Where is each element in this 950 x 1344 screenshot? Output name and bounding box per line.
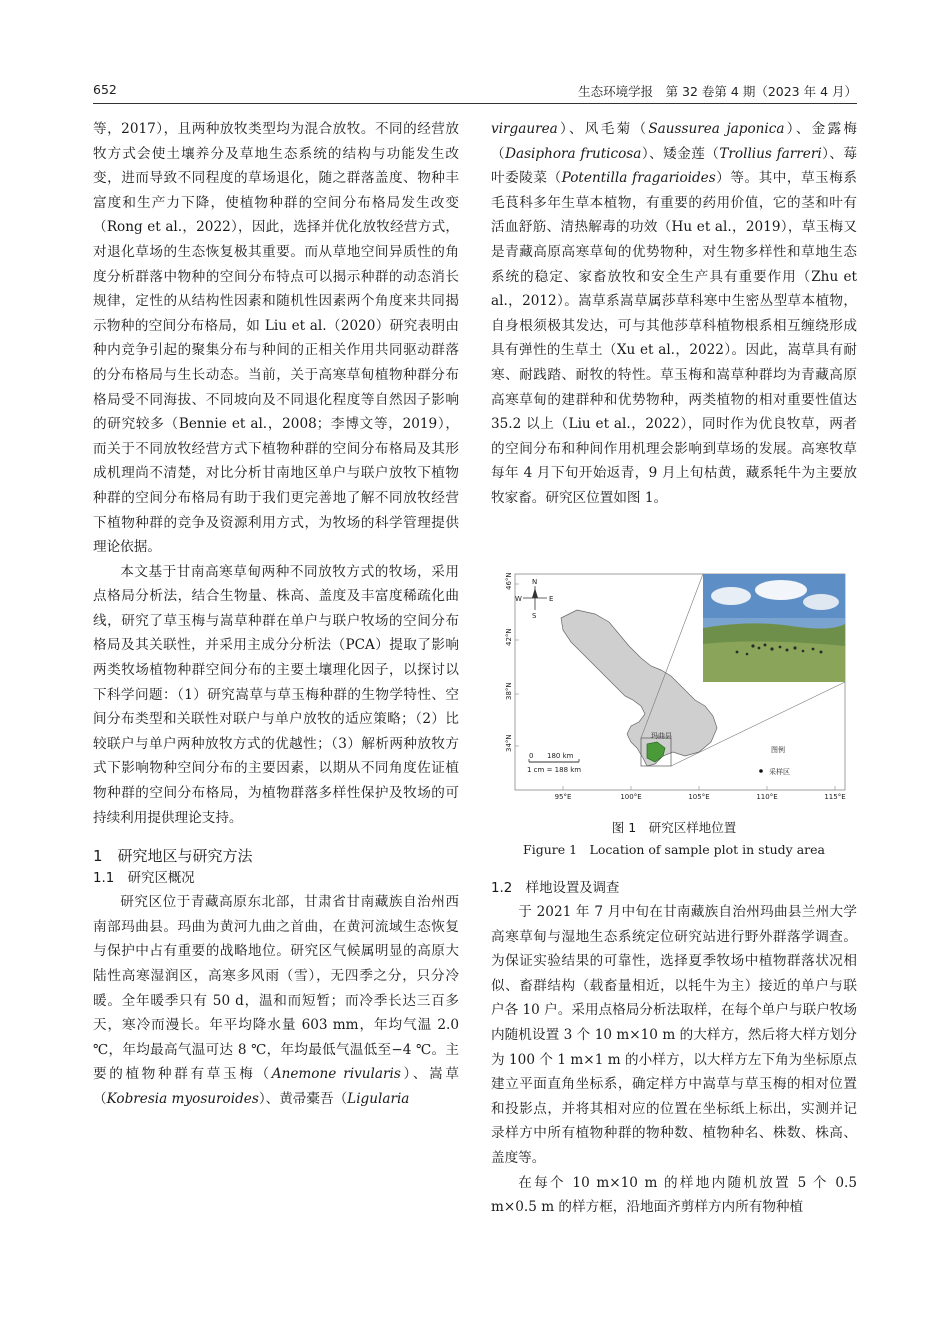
text-run: ）、风毛菊（	[557, 121, 649, 137]
figure-caption-zh: 图 1 研究区样地位置	[611, 820, 737, 835]
text-run: ）、嵩草（	[93, 1066, 460, 1107]
species-name: Ligularia	[347, 1090, 410, 1107]
right-column-bottom	[491, 878, 857, 1220]
compass-n: N	[532, 578, 538, 586]
lat-label: 38°N	[505, 682, 513, 700]
section-1-2-title: 1.2 样地设置及调查	[491, 881, 620, 896]
sample-point-icon	[759, 769, 763, 773]
study-area-paragraph	[93, 890, 459, 1111]
lon-label: 95°E	[554, 793, 572, 801]
figure-caption-en: Figure 1 Location of sample plot in study area	[523, 842, 825, 857]
lat-label: 34°N	[505, 734, 513, 752]
lat-label: 42°N	[505, 628, 513, 646]
study-area-text: 研究区位于青藏高原东北部，甘肃省甘南藏族自治州西南部玛曲县。玛曲为黄河九曲之首曲，在黄河流域生态恢复与保护中占有重要的战略地位。研究区气候属明显的高原大陆性高寒湿润区，高寒多风雨（雪），无四季之分，只分冷暖。全年暖季只有 50 d，温和而短暂；而冷季长达三百多天，寒冷而漫长。年平均降水量 603 mm，年均气温 2.0 ℃，年均最高气温可达 8 ℃，年均最低气温低至−4 ℃。主要的植物种群有草玉梅（	[93, 894, 459, 1083]
scale-km: 180 km	[547, 752, 574, 760]
text-run: ）等。其中，草玉梅系毛茛科多年生草本植物，有重要的药用价值，它的茎和叶有活血舒筋、清热解毒的功效（Hu et al.，2019），草玉梅又是青藏高原高寒草甸的优势物种，对生物多样性和草地生态系统的稳定、家畜放牧和安全生产具有重要作用（Zhu et al.，2012）。嵩草系嵩草属莎草科寒中生密丛型草本植物，自身根须极其发达，可与其他莎草科植物根系相互缠绕形成具有弹性的生草土（Xu et al.，2022）。因此，嵩草具有耐寒、耐践踏、耐牧的特性。草玉梅和嵩草种群均为青藏高原高寒草甸的建群种和优势物种，两类植物的相对重要性值达 35.2 以上（Liu et al.，2022），同时作为优良牧草，两者的空间分布和种间作用机理会影响到草场的发展。高寒牧草每年 4 月下旬开始返青，9 月上旬枯黄，藏系牦牛为主要放牧家畜。研究区位置如图 1。	[491, 170, 858, 506]
text-run: ）、矮金莲（	[641, 145, 720, 162]
text-run: ）、金露梅（	[491, 121, 857, 162]
species-name: Trollius farreri	[719, 145, 822, 162]
species-name: Potentilla fragarioides	[561, 170, 716, 187]
section-1-title: 1 研究地区与研究方法	[93, 847, 253, 866]
legend-title: 图例	[771, 746, 785, 754]
species-name: Kobresia myosuroides	[106, 1090, 259, 1107]
plot-paragraph-1: 于 2021 年 7 月中旬在甘南藏族自治州玛曲县兰州大学高寒草甸与湿地生态系统定位研究站进行野外群落学调查。为保证实验结果的可靠性，选择夏季牧场中植物群落状况相似、畜群结构（载畜量相近，以牦牛为主）接近的单户与联户各 10 户。采用点格局分析法取样，在每个单户与联户牧场内随机设置 3 个 10 m×10 m 的大样方，然后将大样方划分为 100 个 1 m×1 m 的小样方，以大样方左下角为坐标原点建立平面直角坐标系，确定样方中嵩草与草玉梅的相对位置和投影点，并将其相对应的位置在坐标纸上标出，实测并记录样方中所有植物种群的物种数、植物种名、株数、株高、盖度等。	[491, 904, 857, 1166]
left-column	[93, 117, 459, 1112]
county-label: 玛曲县	[651, 732, 672, 740]
species-name: Dasiphora fruticosa	[505, 145, 642, 162]
right-column-top	[491, 117, 857, 511]
page-number: 652	[93, 82, 117, 97]
species-name: Saussurea japonica	[648, 121, 785, 137]
lon-label: 110°E	[756, 793, 778, 801]
study-area-map	[491, 566, 857, 806]
scale-ratio: 1 cm = 188 km	[527, 766, 582, 774]
species-name: virgaurea	[491, 121, 558, 137]
header-rule	[93, 103, 857, 104]
journal-info: 生态环境学报 第 32 卷第 4 期（2023 年 4 月）	[578, 84, 857, 99]
lon-label: 105°E	[688, 793, 710, 801]
scale-zero: 0	[529, 752, 534, 760]
lat-label: 46°N	[505, 572, 513, 590]
longitude-labels	[555, 793, 846, 801]
compass-w: W	[515, 595, 522, 603]
latitude-labels	[505, 572, 513, 752]
compass-s: S	[532, 612, 537, 620]
compass-e: E	[549, 595, 554, 603]
text-run: ）、莓叶委陵菜（	[491, 145, 858, 187]
running-header	[93, 82, 857, 102]
legend-item: 采样区	[769, 768, 790, 776]
field-photo	[703, 574, 845, 682]
intro-paragraph: 等，2017），且两种放牧类型均为混合放牧。不同的经营放牧方式会使土壤养分及草地生态系统的结构与功能发生改变，进而导致不同程度的草场退化，随之群落盖度、物种丰富度和生产力下降，使植物种群的空间分布格局发生改变（Rong et al.，2022），因此，选择并优化放牧经营方式，对退化草场的生态恢复极其重要。而从草地空间异质性的角度分析群落中物种的空间分布特点可以揭示种群的动态消长规律，定性的从结构性因素和随机性因素两个角度来共同揭示物种的空间分布格局，如 Liu et al.（2020）研究表明由种内竞争引起的聚集分布与种间的正相关作用共同驱动群落的分布格局与生长动态。当前，关于高寒草甸植物种群分布格局受不同海拔、不同坡向及不同退化程度等自然因子影响的研究较多（Bennie et al.，2008；李博文等，2019），而关于不同放牧经营方式下植物种群的空间分布格局及其形成机理尚不清楚，对比分析甘南地区单户与联户放牧下植物种群的空间分布格局有助于我们更完善地了解不同放牧经营下植物种群的竞争及资源利用方式，为牧场的科学管理提供理论依据。	[93, 121, 459, 556]
aim-paragraph: 本文基于甘南高寒草甸两种不同放牧方式的牧场，采用点格局分析法，结合生物量、株高、盖度及丰富度稀疏化曲线，研究了草玉梅与嵩草种群在单户与联户牧场的空间分布格局及其关联性，并采用主成分分析法（PCA）提取了影响两类牧场植物种群空间分布的主要土壤理化因子，以探讨以下科学问题：（1）研究嵩草与草玉梅种群的生物学特性、空间分布类型和关联性对联户与单户放牧的适应策略；（2）比较联户与单户两种放牧方式的优越性；（3）解析两种放牧方式下影响物种空间分布的主要因素，以期从不同角度佐证植物种群的空间分布格局，为植物群落多样性保护及牧场的可持续利用提供理论支持。	[93, 563, 459, 826]
figure-1	[491, 566, 857, 866]
lon-label: 100°E	[620, 793, 642, 801]
section-1-1-title: 1.1 研究区概况	[93, 871, 195, 887]
species-paragraph	[491, 117, 857, 511]
plot-paragraph-2: 在每个 10 m×10 m 的样地内随机放置 5 个 0.5 m×0.5 m 的样方框，沿地面齐剪样方内所有物种植	[491, 1174, 857, 1216]
species-name: Anemone rivularis	[271, 1066, 401, 1083]
lon-label: 115°E	[824, 793, 846, 801]
text-run: ）、黄帚橐吾（	[258, 1090, 348, 1107]
